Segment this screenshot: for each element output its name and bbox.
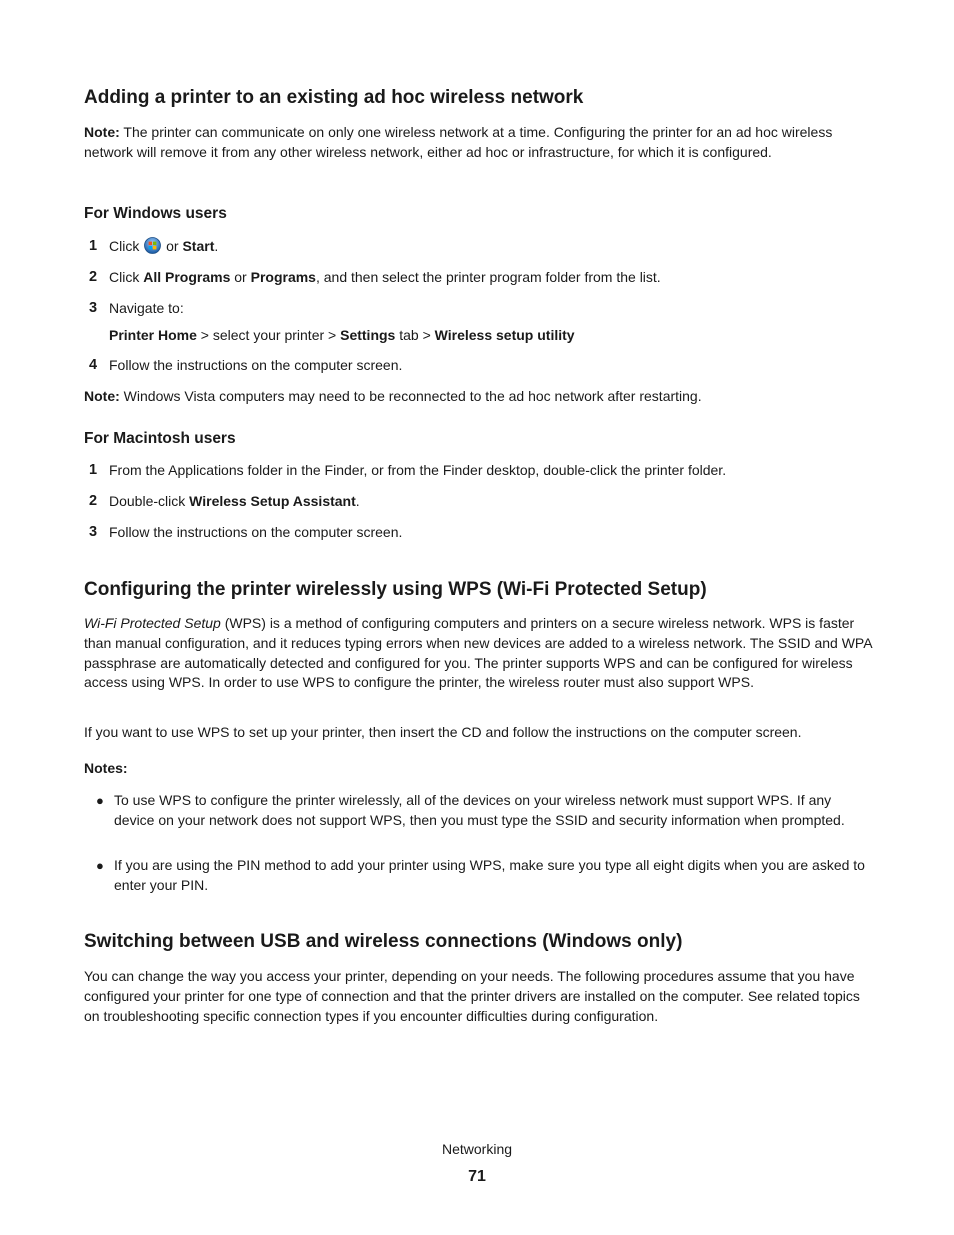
wps-cd-paragraph: If you want to use WPS to set up your printer, then insert the CD and follow the instructions on the computer screen. xyxy=(84,724,802,740)
section-title-wps: Configuring the printer wirelessly using WPS (Wi-Fi Protected Setup) xyxy=(84,579,707,600)
step-text: Follow the instructions on the computer screen. xyxy=(109,357,403,373)
step-number: 4 xyxy=(89,357,98,373)
step-text: Click or Start. xyxy=(109,238,219,254)
step-text: Follow the instructions on the computer screen. xyxy=(109,524,403,540)
step-number: 3 xyxy=(89,524,98,540)
nav-path-text: Printer Home > select your printer > Settings tab > Wireless setup utility xyxy=(109,327,575,343)
bullet-icon: ● xyxy=(96,858,104,873)
step-number: 2 xyxy=(89,493,98,509)
subsection-title-windows: For Windows users xyxy=(84,205,227,222)
step-text: Double-click Wireless Setup Assistant. xyxy=(109,493,360,509)
bullet-text: To use WPS to configure the printer wirelessly, all of the devices on your wireless network must support WPS. If any device on your network does not support WPS, then you must type the SSID and security information when prompted. xyxy=(114,792,845,828)
note-label: Note: xyxy=(84,124,120,140)
windows-start-orb-icon xyxy=(144,237,161,254)
note-paragraph xyxy=(84,123,874,163)
section-title-ad-hoc: Adding a printer to an existing ad hoc wireless network xyxy=(84,87,584,108)
subsection-title-macintosh: For Macintosh users xyxy=(84,430,236,447)
step-number: 1 xyxy=(89,462,98,478)
wps-intro-paragraph: Wi-Fi Protected Setup (WPS) is a method of configuring computers and printers on a secure wireless network. WPS is faster than manual configuration, and it reduces typing errors when new devices are added to a wireless network. The SSID and WPA passphrase are automatically detected and configured for you. The printer supports WPS and can be configured for wireless access using WPS. In order to use WPS to configure the printer, the wireless router must also support WPS. xyxy=(84,615,872,691)
bullet-icon: ● xyxy=(96,793,104,808)
step-text: Click All Programs or Programs, and then select the printer program folder from the list. xyxy=(109,269,661,285)
footer-chapter-label: Networking xyxy=(441,1141,513,1157)
bullet-text: If you are using the PIN method to add your printer using WPS, make sure you type all eight digits when you are asked to enter your PIN. xyxy=(114,857,865,893)
vista-note: Note: Windows Vista computers may need to be reconnected to the ad hoc network after restarting. xyxy=(84,388,702,404)
step-text: Navigate to: xyxy=(109,300,184,316)
switching-paragraph: You can change the way you access your printer, depending on your needs. The following procedures assume that you have configured your printer for one type of connection and that the printer drivers are installed on the computer. See related topics on troubleshooting specific connection types if you encounter difficulties during configuration. xyxy=(84,968,860,1024)
page-number: 71 xyxy=(468,1168,486,1185)
step-number: 1 xyxy=(89,238,98,254)
notes-label: Notes: xyxy=(84,760,128,776)
section-title-usb-wireless: Switching between USB and wireless connections (Windows only) xyxy=(84,931,683,952)
note-text: The printer can communicate on only one wireless network at a time. Configuring the printer for an ad hoc wireless network will remove it from any other wireless network, either ad hoc or infrastructure, for which it is configured. xyxy=(84,124,833,160)
step-text: From the Applications folder in the Finder, or from the Finder desktop, double-click the printer folder. xyxy=(109,462,727,478)
step-number: 3 xyxy=(89,300,98,316)
step-number: 2 xyxy=(89,269,98,285)
wps-term: Wi-Fi Protected Setup xyxy=(84,615,221,631)
